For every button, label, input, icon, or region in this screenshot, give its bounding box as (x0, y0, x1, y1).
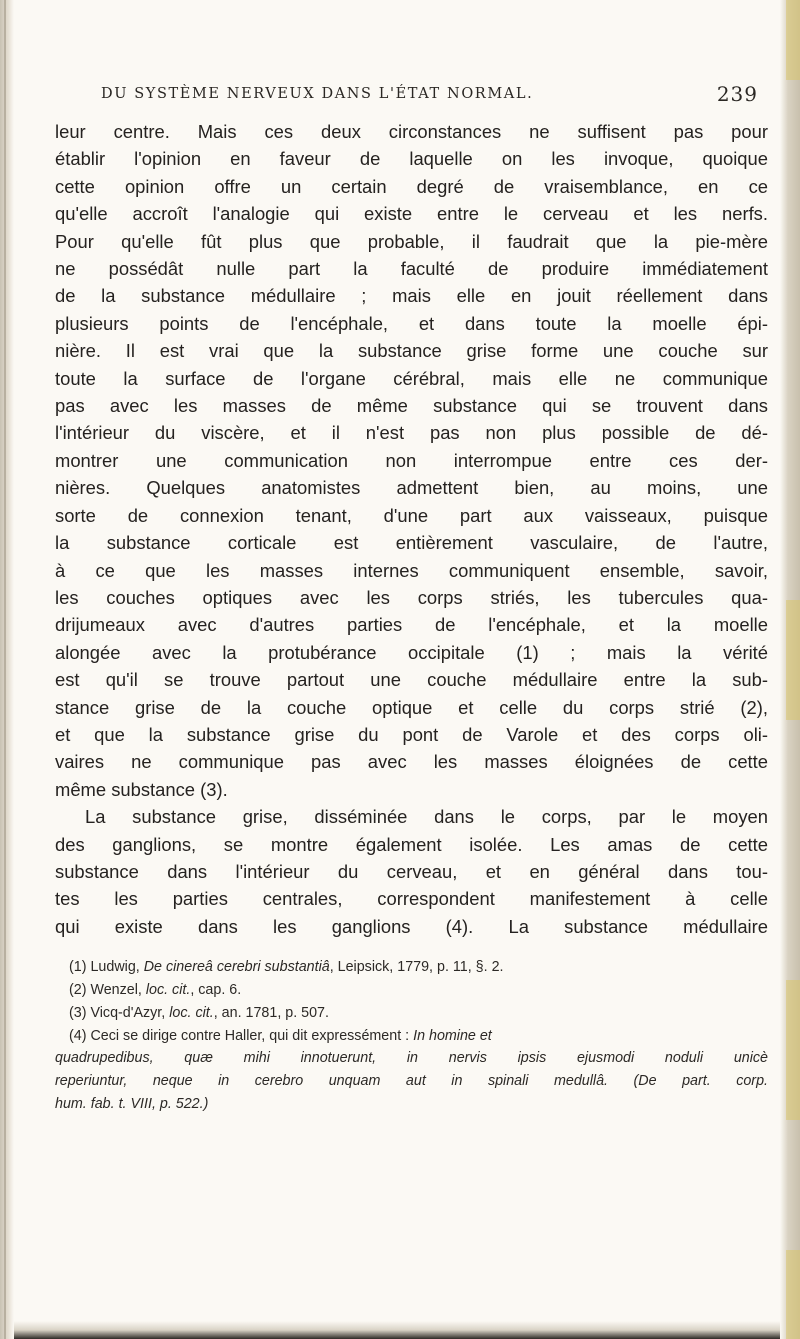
text-line: à ce que les masses internes communiquent ensemble, savoir, (55, 559, 768, 581)
footnote-continuation: reperiuntur, neque in cerebro unquam aut in spinali medullâ. (De part. corp. (55, 1073, 768, 1090)
text-line: montrer une communication non interrompue entre ces der- (55, 449, 768, 471)
footnote-marker: (2) (69, 981, 87, 998)
footnote (55, 1025, 768, 1048)
footnote-title: In homine et (413, 1027, 492, 1044)
footnote (55, 1002, 768, 1025)
text-line: l'intérieur du viscère, et il n'est pas non plus possible de dé- (55, 422, 768, 444)
text-line: nière. Il est vrai que la substance grise forme une couche sur (55, 340, 768, 362)
text-line: toute la surface de l'organe cérébral, mais elle ne communique (55, 367, 768, 389)
footnote-text: Ludwig, (90, 959, 144, 976)
text-line: et que la substance grise du pont de Varole et des corps oli- (55, 723, 768, 745)
footnotes (55, 956, 768, 1116)
footnote-marker: (1) (69, 959, 87, 976)
text-line: même substance (3). (55, 778, 228, 800)
footnote-title: loc. cit. (169, 1004, 214, 1021)
text-line: qu'elle accroît l'analogie qui existe entre le cerveau et les nerfs. (55, 203, 768, 225)
page-number: 239 (716, 82, 758, 106)
text-line: les couches optiques avec les corps striés, les tubercules qua- (55, 586, 768, 608)
footnote-text: , Leipsick, 1779, p. 11, §. 2. (329, 959, 504, 976)
text-line: la substance corticale est entièrement vasculaire, de l'autre, (55, 532, 768, 554)
text-line: Pour qu'elle fût plus que probable, il faudrait que la pie-mère (55, 230, 768, 252)
footnote-text: Vicq-d'Azyr, (90, 1004, 170, 1021)
running-title: DU SYSTÈME NERVEUX DANS L'ÉTAT NORMAL. (101, 86, 534, 102)
footnote-continuation: quadrupedibus, quæ mihi innotuerunt, in nervis ipsis ejusmodi noduli unicè (55, 1050, 768, 1067)
text-line: des ganglions, se montre également isolée. Les amas de cette (55, 833, 768, 855)
book-gutter (0, 0, 14, 1339)
footnote (55, 956, 768, 979)
footnote-continuation: hum. fab. t. VIII, p. 522.) (55, 1095, 209, 1112)
footnote-text: , an. 1781, p. 507. (213, 1004, 329, 1021)
page-edge (780, 0, 800, 1339)
footnote-title: De cinereâ cerebri substantiâ (143, 959, 330, 976)
text-line: nières. Quelques anatomistes admettent bien, au moins, une (55, 477, 768, 499)
text-line: leur centre. Mais ces deux circonstances ne suffisent pas pour (55, 121, 768, 142)
book-page (55, 82, 768, 1116)
text-line: La substance grise, disséminée dans le corps, par le moyen (85, 806, 768, 828)
text-line: ne possédât nulle part la faculté de produire immédiatement (55, 258, 768, 280)
page-header (55, 82, 768, 112)
footnote-text: Ceci se dirige contre Haller, qui dit expressément : (90, 1027, 414, 1044)
footnote (55, 979, 768, 1002)
text-line: pas avec les masses de même substance qui se trouvent dans (55, 395, 768, 417)
text-line: stance grise de la couche optique et celle du corps strié (2), (55, 696, 768, 718)
text-line: plusieurs points de l'encéphale, et dans toute la moelle épi- (55, 312, 768, 334)
body-text (55, 118, 768, 940)
footnote-text: Wenzel, (90, 981, 146, 998)
text-line: établir l'opinion en faveur de laquelle on les invoque, quoique (55, 148, 768, 170)
text-line: sorte de connexion tenant, d'une part aux vaisseaux, puisque (55, 504, 768, 526)
text-line: drijumeaux avec d'autres parties de l'encéphale, et la moelle (55, 614, 768, 636)
text-line: tes les parties centrales, correspondent manifestement à celle (55, 888, 768, 910)
footnote-title: loc. cit. (145, 981, 191, 998)
footnote-marker: (4) (69, 1027, 87, 1044)
text-line: de la substance médullaire ; mais elle en jouit réellement dans (55, 285, 768, 307)
footnote-text: , cap. 6. (190, 981, 242, 998)
text-line: substance dans l'intérieur du cerveau, et en général dans tou- (55, 860, 768, 882)
text-line: est qu'il se trouve partout une couche médullaire entre la sub- (55, 669, 768, 691)
text-line: qui existe dans les ganglions (4). La substance médullaire (55, 915, 768, 937)
page-bottom-edge (14, 1321, 780, 1339)
footnote-marker: (3) (69, 1004, 87, 1021)
text-line: vaires ne communique pas avec les masses éloignées de cette (55, 751, 768, 773)
text-line: cette opinion offre un certain degré de vraisemblance, en ce (55, 175, 768, 197)
text-line: alongée avec la protubérance occipitale (1) ; mais la vérité (55, 641, 768, 663)
